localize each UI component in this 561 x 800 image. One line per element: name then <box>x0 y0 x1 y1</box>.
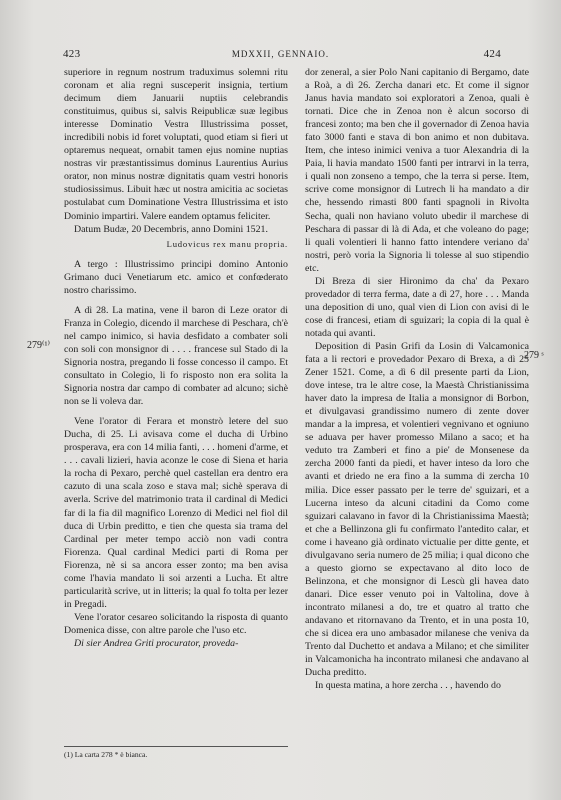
ferrara-orator-paragraph: Vene l'orator di Ferara et monstrò letere del suo Ducha, di 25. Li avisava come el ducha di Urbino prosperava, era con 14 milia fanti, . . . homeni d'arme, et . . . cavali lizieri, havia aconze le cose di Siena et haria la rocha di Pexaro, perchè quel castellan era dentro era cazuto di una scala zoso e stava mal; sichè sperava di averla. Scrive del matrimonio trata il cardinal di Medici far di la fia dil magnifico Lorenzo di Medici nel fiol dil duca di Urbin preditto, e tien che questa sia trama del Cardinal per meter tempo acciò non vadi contra Fiorenza. Qual cardinal Medici parti di Roma per Fiorenza, nè si sa ancora esser zonto; ma ben avisa come l'havia mandato li soi arzenti a Lucha. Et altre particularità scrive, ut in litteris; la qual fo tolta per lezer in Pregadi. <box>64 416 288 610</box>
latin-letter-text: superiore in regnum nostrum traduximus solemni ritu coronam et alia regni susceperit insignia, tertium decimum diem Januarii nuptiis celebrandis constituimus, quibus si, salvis Reipublicæ suæ legibus interesse Dominatio Vestra Illustrissima posset, incredibili nobis id foret voluptati, quod etiam si fieri ut optaremus nequeat, ornabit tamen ejus nomine nuptias nostras vir præstantissimus dominus Laurentius Aurius orator, non minus nostræ dignitatis quam vestri honoris studiosissimus. Libuit hæc ut nostra amicitia ac societas postulabat cum Dominatione Vestra Illustrissima et isto Dominio impartiri. Valere eandem optamus feliciter. <box>64 67 288 222</box>
footnote: (1) La carta 278 * è bianca. <box>64 746 288 759</box>
right-margin-number: 279 ˢ <box>524 350 544 361</box>
right-page-number: 424 <box>483 48 501 60</box>
running-title: MDXXII, GENNAIO. <box>231 49 330 59</box>
morning-paragraph: In questa matina, a hore zercha . . , havendo do <box>315 680 501 692</box>
letter-date: Datum Budæ, 20 Decembris, anno Domini 1521. <box>74 223 268 235</box>
right-column <box>305 66 529 692</box>
andrea-griti-heading: Di sier Andrea Griti procurator, proveda- <box>74 637 239 649</box>
breza-paragraph: Di Breza di sier Hironimo da cha' da Pexaro provedador di terra ferma, date a dì 27, hore . . . Manda una deposition di uno, qual vien di Lion con avisi di le cose di francesi, etiam di sguizari; la copia di la qual è notada qui avanti. <box>305 275 529 339</box>
entry-day-28: A dì 28. La matina, vene il baron di Leze orator di Franza in Colegio, dicendo il marchese di Peschara, ch'è nel campo inimico, si havia desfidato a combater soli con soli con monsignor di . . . . francese sul Stado di la Signoria nostra, pregando li fosse concesso il campo. Et consultato in Colegio, li fo risposto non era solita la Signoria nostra dar campo di combater ad alcuno; sichè non se li voleva dar. <box>64 304 288 408</box>
imperial-orator-paragraph: Vene l'orator cesareo solicitando la risposta di quanto Domenica disse, con altre parole che l'uso etc. <box>64 611 288 636</box>
left-margin-number: 279⁽¹⁾ <box>27 340 50 351</box>
left-page-number: 423 <box>63 48 81 60</box>
left-column <box>64 66 288 650</box>
deposition-paragraph: Deposition di Pasin Grifi da Losin di Valcamonica fata a li rectori e provedador Pexaro di Brexa, a dì 25 Zener 1521. Come, a dì 6 dil presente parti da Lion, dove intese, tra le altre cose, la Maestà Christianissima haver dato la impresa de Italia a monsignor di Borbon, et divulgavasi grandissimo numero di zente dover mandar a la impresa, et volentieri vegnivano et ogniuno se aduava per haver promesso Milano a saco; et ha veduto tra Zamberi et fino a pie' de Monsenese da zercha 2000 fanti da piedi, et haver inteso da loro che avanti et driedo ne era fino a la summa di zercha 10 milia. Dice esser passato per le terre de' sguizari, et a Lucerna inteso da alcuni citadini da Como come sguizari calavano in favor di la Christianissima Maestà; et che a Bellinzona gli fu confirmato l'antedito calar, et come i haveano già ordinato victualie per ditte gente, et divulgavano seria numero de 25 milia; i qual dicono che a questo giorno se expectavano al dito loco de Belinzona, et che monsignor di Lescù gli havea dato danari. Dice esser venuto poi in Valtolina, dove à incontrato milanesi a do, tre et quatro al tratto che andavano et ritornavano da Trento, et in una posta 10, che si dicea era uno ambasador milanese che veniva da Trento dal Duchetto et andava a Milano; et che similiter in Valcamonicha ha incontrato milanesi che andavano al Ducha preditto. <box>305 340 529 679</box>
letter-address: A tergo : Illustrissimo principi domino Antonio Grimano duci Venetiarum etc. amico et confœderato nostro charissimo. <box>64 258 288 296</box>
letter-signature: Ludovicus rex manu propria. <box>166 238 288 249</box>
griti-letter-text: dor zeneral, a sier Polo Nani capitanio di Bergamo, date a Roà, a dì 26. Zercha danari etc. Et come il signor Janus havia mandato soi exploratori a Zenoa, quali è tornati. Dice che in Zenoa non è alcun socorso di francesi zonto; ma ben che il governador di Zenoa havia fato 3000 fanti e stava di bon animo et non dubitava. Item, che inteso inimici veniva a tuor Alexandria di la Paia, li havia mandato 1500 fanti per intrarvi in la terra, i quali non zonseno a tempo, che la terra si perse. Item, scrive come monsignor di Lutrech li ha mandato a dir che, hessendo rimasti 800 fanti spagnoli in Rivolta Secha, quali non haviano voluto ubedir il marchese di Peschara di passar di là di Ada, et che voleano do page; li quali volentieri li hanno fatto intendere veriano da' nostri, però voria la Signoria li tolesse al suo stipendio etc. <box>305 67 529 274</box>
